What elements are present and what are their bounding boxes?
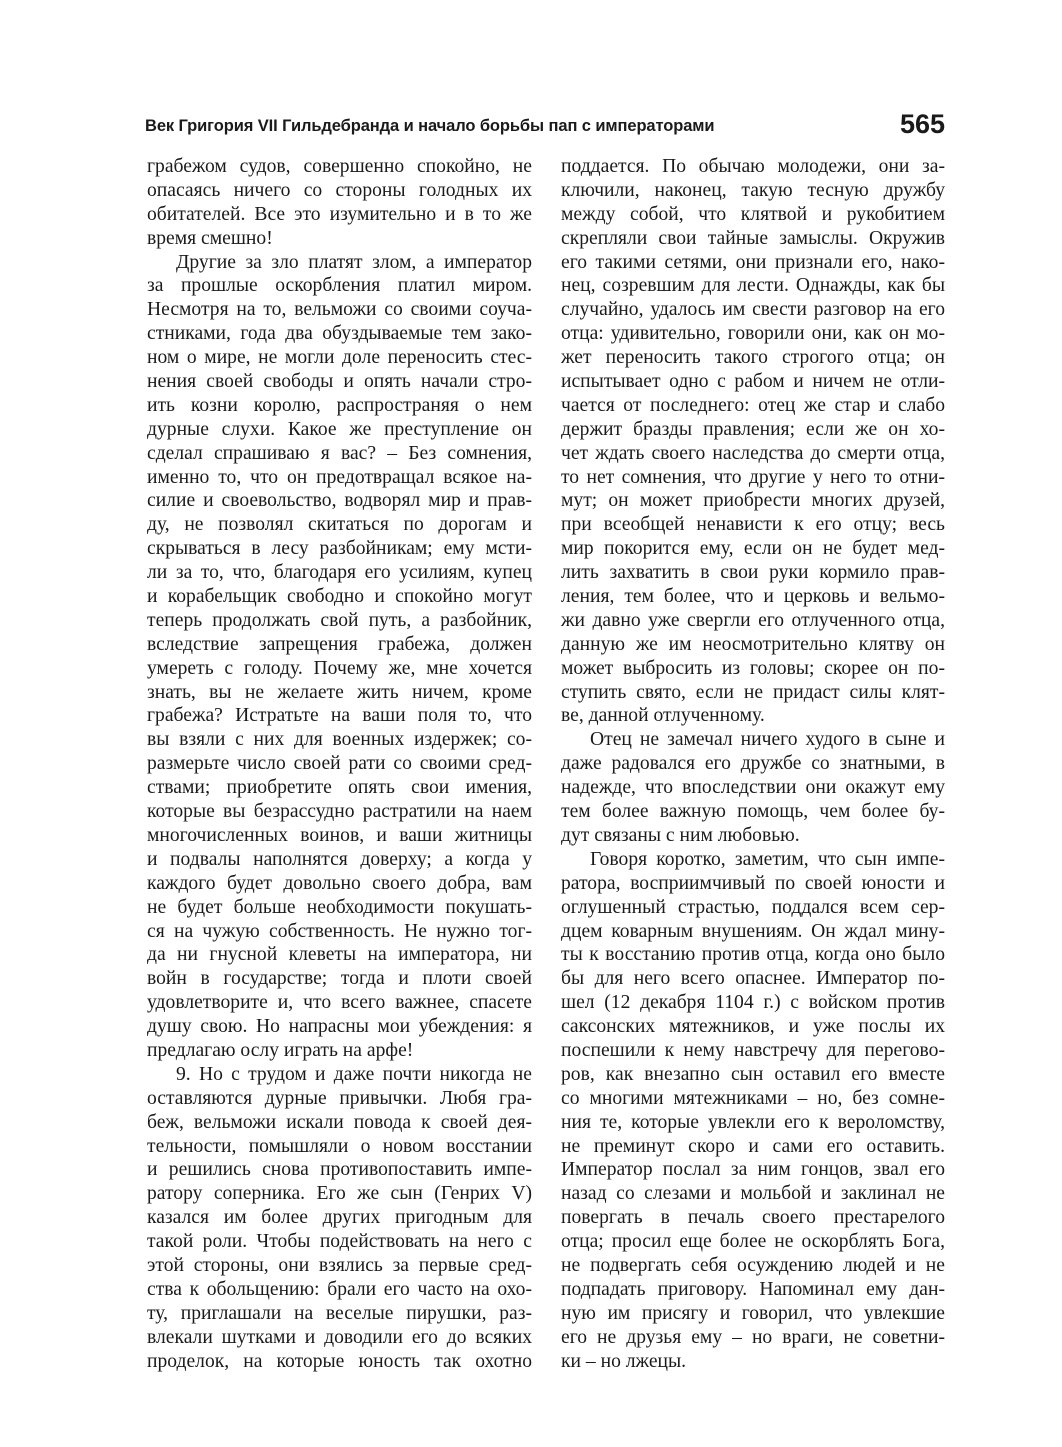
- text-line: ве, данной отлученному.: [561, 705, 765, 727]
- page-number: 565: [899, 109, 945, 139]
- text-line: дурные слухи. Какое же преступление он: [147, 418, 532, 440]
- text-line: при всеобщей ненависти к его отцу; весь: [561, 514, 945, 536]
- text-line: ту, приглашали на веселые пирушки, раз-: [147, 1302, 532, 1324]
- text-line: за прошлые оскорбления платил миром.: [147, 275, 532, 297]
- text-line: тельности, помышляли о новом восстании: [147, 1135, 532, 1157]
- text-line: Несмотря на то, вельможи со своими соуча-: [147, 299, 532, 321]
- text-line: жет переносить такого строгого отца; он: [561, 347, 945, 369]
- text-line: чается от последнего: отец же стар и слабо: [561, 394, 945, 416]
- text-line: не будет больше необходимости покушать-: [147, 896, 532, 918]
- text-line: даже радовался его дружбе со знатными, в: [561, 753, 945, 775]
- text-line: грабежом судов, совершенно спокойно, не: [147, 156, 532, 177]
- text-line: ить козни королю, распространяя о нем: [147, 394, 532, 416]
- text-line: ную им присягу и говорил, что увлекшие: [561, 1302, 945, 1324]
- text-line: со многими мятежниками – но, без сомне-: [561, 1087, 945, 1109]
- text-line: именно то, что он предотвращал всякое на-: [147, 466, 532, 488]
- text-line: ления, тем более, что и церковь и вельмо-: [561, 586, 945, 608]
- text-line: скрываться в лесу разбойникам; ему мсти-: [147, 538, 532, 560]
- text-line: Другие за зло платят злом, а император: [176, 251, 532, 273]
- text-line: удовлетворите и, что всего важнее, спасете: [147, 992, 532, 1014]
- text-line: повергать в печаль своего престарелого: [561, 1207, 945, 1229]
- text-line: чет ждать своего наследства до смерти отца,: [561, 442, 945, 464]
- text-line: обитателей. Все это изумительно и в то же: [147, 203, 532, 225]
- text-line: которые вы безрассудно растратили на наем: [147, 801, 532, 823]
- text-line: Император послал за ним гонцов, звал его: [561, 1159, 945, 1181]
- text-line: оглушенный страстью, поддался всем сер-: [561, 896, 945, 918]
- text-column-right: [561, 155, 945, 1373]
- text-line: ду, не позволял скитаться по дорогам и: [147, 514, 532, 536]
- text-line: войн в государстве; тогда и плоти своей: [147, 968, 532, 990]
- text-line: 9. Но с трудом и даже почти никогда не: [176, 1063, 532, 1085]
- text-line: стниками, года два обуздываемые тем зако-: [147, 323, 532, 345]
- text-line: скрепляли свои тайные замыслы. Окружив: [561, 227, 945, 249]
- text-line: умереть с голоду. Почему же, мне хочется: [147, 657, 532, 679]
- text-line: многочисленных воинов, и ваши житницы: [147, 824, 532, 846]
- text-line: мир покорится ему, если он не будет мед-: [561, 538, 945, 560]
- text-line: и решились снова противопоставить импе-: [147, 1159, 532, 1181]
- text-line: грабежа? Истратьте на ваши поля то, что: [147, 705, 532, 727]
- text-line: предлагаю ослу играть на арфе!: [147, 1039, 414, 1061]
- text-line: казался им более других пригодным для: [147, 1207, 532, 1229]
- text-line: дцем коварным внушениям. Он ждал мину-: [561, 920, 945, 942]
- text-line: да ни гнусной клеветы на императора, ни: [147, 944, 532, 966]
- text-line: лить захватить в свои руки кормило прав-: [561, 562, 945, 584]
- text-line: поспешили к нему навстречу для перегово-: [561, 1039, 945, 1061]
- text-line: такой роли. Чтобы подействовать на него с: [147, 1231, 532, 1253]
- text-line: испытывает одно с рабом и ничем не отли-: [561, 371, 945, 393]
- text-line: этой стороны, они взялись за первые сред-: [147, 1254, 532, 1276]
- text-line: беж, вельможи искали повода к своей дея-: [147, 1111, 532, 1133]
- text-line: то нет сомнения, что другие у него то отни-: [561, 466, 945, 488]
- text-line: жи давно уже свергли его отлученного отца,: [561, 609, 945, 631]
- text-line: оставляются дурные привычки. Любя гра-: [147, 1087, 532, 1109]
- text-line: отца: удивительно, говорили они, как он мо-: [561, 323, 945, 345]
- text-line: ства к обольщению: брали его часто на охо-: [147, 1278, 532, 1300]
- text-line: и подвалы наполнятся доверху; а когда у: [147, 848, 532, 870]
- text-line: назад со слезами и мольбой и заклинал не: [561, 1183, 945, 1205]
- text-line: ключили, наконец, такую тесную дружбу: [561, 179, 945, 201]
- text-line: надежде, что впоследствии они окажут ему: [561, 777, 945, 799]
- text-line: каждого будет довольно своего добра, вам: [147, 872, 532, 894]
- text-line: шел (12 декабря 1104 г.) с войском против: [561, 992, 945, 1014]
- text-line: вы взяли с них для военных издержек; со-: [147, 729, 532, 751]
- text-line: проделок, на которые юность так охотно: [147, 1350, 532, 1372]
- text-line: ратора, восприимчивый по своей юности и: [561, 872, 945, 894]
- text-line: ты к восстанию против отца, когда оно было: [561, 944, 945, 966]
- text-line: данную же им неосмотрительно клятву он: [561, 633, 945, 655]
- text-line: тем более важную помощь, чем более бу-: [561, 801, 945, 823]
- text-line: знать, вы не желаете жить ничем, кроме: [147, 681, 532, 703]
- text-line: ратору соперника. Его же сын (Генрих V): [147, 1183, 532, 1205]
- text-column-left: [147, 155, 532, 1373]
- text-line: ном о мире, не могли доле переносить стес-: [147, 347, 532, 369]
- text-line: вследствие запрещения грабежа, должен: [147, 633, 532, 655]
- text-line: сделал спрашиваю я вас? – Без сомнения,: [147, 442, 532, 464]
- text-line: ступить свято, если не придаст силы клят-: [561, 681, 945, 703]
- text-line: поддается. По обычаю молодежи, они за-: [561, 156, 945, 177]
- text-line: душу свою. Но напрасны мои убеждения: я: [147, 1016, 532, 1038]
- text-line: Отец не замечал ничего худого в сыне и: [590, 729, 945, 751]
- text-line: ли за то, что, благодаря его усилиям, купец: [147, 562, 532, 584]
- text-line: его не друзья ему – но враги, не советни-: [561, 1326, 945, 1348]
- running-head: [145, 109, 945, 149]
- text-line: нец, созревшим для лести. Однажды, как бы: [561, 275, 945, 297]
- text-line: подпадать приговору. Напоминал ему дан-: [561, 1278, 945, 1300]
- text-line: дут связаны с ним любовью.: [561, 824, 800, 846]
- text-line: между собой, что клятвой и рукобитием: [561, 203, 945, 225]
- text-line: его такими сетями, они признали его, нако-: [561, 251, 945, 273]
- text-line: размерьте число своей рати со своими сред-: [147, 753, 532, 775]
- text-line: силие и своевольство, водворял мир и прав-: [147, 490, 532, 512]
- text-line: держит бразды правления; если же он хо-: [561, 418, 945, 440]
- text-line: бы для него всего опаснее. Император по-: [561, 968, 945, 990]
- text-line: влекали шутками и доводили его до всяких: [147, 1326, 532, 1348]
- text-line: саксонских мятежников, и уже послы их: [561, 1016, 945, 1038]
- text-line: ся на чужую собственность. Не нужно тог-: [147, 920, 532, 942]
- text-line: Говоря коротко, заметим, что сын импе-: [590, 848, 945, 870]
- running-title: Век Григория VII Гильдебранда и начало борьбы пап с императорами: [145, 117, 715, 135]
- text-line: не подвергать себя осуждению людей и не: [561, 1254, 945, 1276]
- text-line: случайно, удалось им свести разговор на его: [561, 299, 945, 321]
- text-line: отца; просил еще более не оскорблять Бога,: [561, 1231, 945, 1253]
- text-line: время смешно!: [147, 227, 273, 249]
- text-line: опасаясь ничего со стороны голодных их: [147, 179, 532, 201]
- text-line: может выбросить из головы; скорее он по-: [561, 657, 945, 679]
- text-line: и корабельщик свободно и спокойно могут: [147, 586, 532, 608]
- text-line: ния те, которые увлекли его к вероломству,: [561, 1111, 945, 1133]
- text-line: нения своей свободы и опять начали стро-: [147, 371, 532, 393]
- text-line: теперь продолжать свой путь, а разбойник,: [147, 609, 532, 631]
- text-line: мут; он может приобрести многих друзей,: [561, 490, 945, 512]
- text-line: ки – но лжецы.: [561, 1350, 687, 1372]
- text-line: ствами; приобретите опять свои имения,: [147, 777, 532, 799]
- text-line: ров, как внезапно сын оставил его вместе: [561, 1063, 945, 1085]
- text-line: не преминут скоро и сами его оставить.: [561, 1135, 945, 1157]
